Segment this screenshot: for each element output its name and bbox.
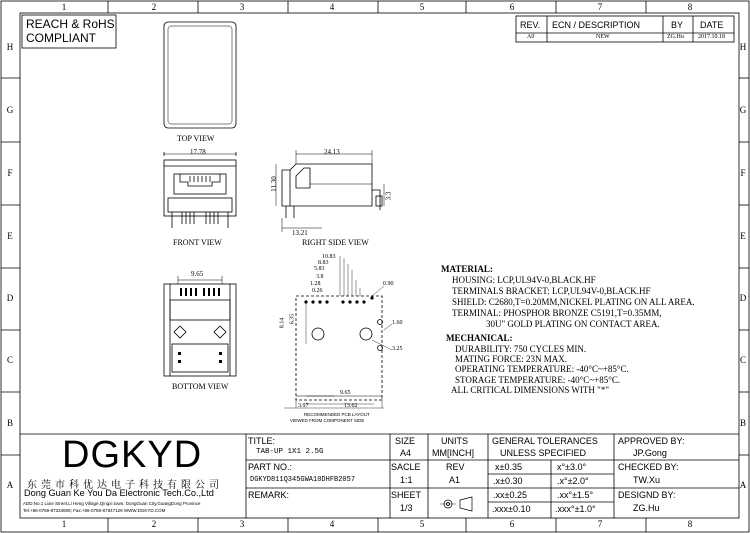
dim-pcb-left-b: 8.14 <box>279 317 286 329</box>
rev-value: A0 <box>527 34 535 40</box>
compliance-line-2: COMPLIANT <box>26 31 97 45</box>
dim-pcb-top-4: 3.8 <box>316 274 324 280</box>
company-logo: DGKYD <box>62 434 203 476</box>
designed-by-label: DESIGND BY: <box>618 490 676 500</box>
tolerance-header-2: UNLESS SPECIFIED <box>500 448 587 458</box>
approved-by-value: JP.Gong <box>633 448 667 458</box>
dim-side-length: 24.13 <box>324 148 340 156</box>
dim-front-width: 17.78 <box>190 148 206 156</box>
material-title: MATERIAL: <box>441 264 493 274</box>
pcb-layout-drawing <box>284 256 392 408</box>
tolerance-linear-1: .x±0.30 <box>493 476 523 486</box>
bottom-view-pins <box>178 288 222 363</box>
checked-by-label: CHECKED BY: <box>618 462 679 472</box>
size-label: SIZE <box>395 436 416 446</box>
dim-pcb-mount-dia: 3.25 <box>392 346 403 352</box>
zone-col-8-bottom: 8 <box>687 519 693 529</box>
mechanical-line-mating: MATING FORCE: 23N MAX. <box>455 354 568 364</box>
zone-col-2-top: 2 <box>151 2 157 12</box>
mechanical-line-critical: ALL CRITICAL DIMENSIONS WITH "*" <box>451 385 610 395</box>
material-line-plating: 30U" GOLD PLATING ON CONTACT AREA. <box>486 319 660 329</box>
tolerance-linear-0: x±0.35 <box>495 462 522 472</box>
units-label: UNITS <box>441 436 468 446</box>
top-view-drawing <box>164 22 236 128</box>
material-line-shield: SHIELD: C2680,T=0.20MM,NICKEL PLATING ON ALL AREA. <box>452 297 695 307</box>
zone-row-b-left: B <box>6 418 13 428</box>
zone-row-c-right: C <box>739 355 746 365</box>
compliance-line-1: REACH & RoHS <box>26 17 115 31</box>
material-line-housing: HOUSING: LCP,UL94V-0,BLACK.HF <box>452 275 596 285</box>
approved-by-label: APPROVED BY: <box>618 436 685 446</box>
top-view-label: TOP VIEW <box>177 134 215 143</box>
zone-row-a-right: A <box>739 480 747 490</box>
company-contact: Tel:+86-0769-87334808; Fax:+86-0769-87847129 WWW.DGKYD.COM <box>23 508 166 513</box>
by-header: BY <box>671 20 684 30</box>
scale-value: 1:1 <box>400 475 413 485</box>
size-value: A4 <box>400 448 412 458</box>
rev-value-title: A1 <box>449 475 461 485</box>
dim-pcb-top-2: 8.83 <box>318 260 329 266</box>
dim-pcb-top-3: 5.83 <box>314 266 325 272</box>
zone-col-3-top: 3 <box>239 2 245 12</box>
dim-side-height: 11.30 <box>269 176 278 192</box>
right-side-view-drawing <box>276 150 384 232</box>
mechanical-title: MECHANICAL: <box>446 333 513 343</box>
zone-row-g-right: G <box>739 105 747 115</box>
units-value: MM[INCH] <box>432 448 474 458</box>
dim-pcb-left-a: 6.35 <box>289 313 296 325</box>
zone-col-6-top: 6 <box>509 2 515 12</box>
scale-label: SACLE <box>391 462 421 472</box>
dim-pcb-pin-dia: 0.90 <box>383 281 394 287</box>
dim-pcb-bottom-width: 9.65 <box>340 390 351 396</box>
bottom-view-drawing <box>164 276 236 376</box>
mechanical-line-storage: STORAGE TEMPERATURE: -40°C~+85°C. <box>455 375 621 385</box>
front-view-label: FRONT VIEW <box>173 238 222 247</box>
zone-col-1-top: 1 <box>61 2 67 12</box>
by-value: ZG.Hu <box>667 34 684 40</box>
pcb-layout-label-1: RECOMMENDED PCB LAYOUT <box>304 412 370 417</box>
zone-row-d-right: D <box>739 293 747 303</box>
mechanical-line-durability: DURABILITY: 750 CYCLES MIN. <box>455 344 587 354</box>
zone-col-5-bottom: 5 <box>419 519 425 529</box>
mechanical-line-operating: OPERATING TEMPERATURE: -40°C~+85°C. <box>455 364 629 374</box>
part-no-value: DGKYD811Q345GWA10DHFB2057 <box>250 476 356 484</box>
zone-col-1-bottom: 1 <box>61 519 67 529</box>
company-name-cn: 东莞市科优达电子科技有限公司 <box>27 480 223 491</box>
dim-pcb-top-6: 0.26 <box>312 288 323 294</box>
checked-by-value: TW.Xu <box>633 475 661 485</box>
zone-row-e-left: E <box>7 231 13 241</box>
tolerance-linear-3: .xxx±0.10 <box>492 504 531 514</box>
dim-pcb-right-offset: 13.62 <box>344 403 358 409</box>
dim-pcb-peg-dia: 1.60 <box>392 320 403 326</box>
dim-side-tail: 3.3 <box>384 191 393 201</box>
zone-row-c-left: C <box>6 355 13 365</box>
date-header: DATE <box>700 20 724 30</box>
pcb-pin-holes <box>304 296 373 303</box>
zone-col-2-bottom: 2 <box>151 519 157 529</box>
zone-row-e-right: E <box>740 231 746 241</box>
zone-row-a-left: A <box>6 480 14 490</box>
part-no-label: PART NO.: <box>248 462 293 472</box>
sheet-value: 1/3 <box>400 503 413 513</box>
date-value: 2017.10.18 <box>698 34 725 40</box>
tolerance-linear-2: .xx±0.25 <box>493 490 527 500</box>
right-side-view-label: RIGHT SIDE VIEW <box>302 238 369 247</box>
tolerance-angular-0: x°±3.0° <box>557 462 587 472</box>
title-label: TITLE: <box>248 436 276 446</box>
tolerance-header-1: GENERAL TOLERANCES <box>492 436 598 446</box>
pcb-layout-label-2: VIEWED FROM COMPONENT SIDE <box>290 418 365 423</box>
dim-pcb-top-5: 1.28 <box>310 281 321 287</box>
zone-row-g-left: G <box>6 105 14 115</box>
material-line-bracket: TERMINALS BRACKET: LCP,UL94V-0,BLACK.HF <box>452 286 651 296</box>
company-name-en: Dong Guan Ke You Da Electronic Tech.Co.,Ltd <box>24 488 214 498</box>
remark-label: REMARK: <box>248 490 290 500</box>
ecn-value: NEW <box>596 34 610 40</box>
zone-row-b-right: B <box>739 418 746 428</box>
zone-col-3-bottom: 3 <box>239 519 245 529</box>
tolerance-angular-3: .xxx°±1.0° <box>555 504 596 514</box>
zone-col-7-top: 7 <box>597 2 603 12</box>
rev-header: REV. <box>520 20 541 30</box>
projection-symbol <box>440 497 472 511</box>
dim-bottom-width: 9.65 <box>191 270 204 278</box>
front-view-drawing <box>164 152 236 228</box>
material-line-terminal: TERMINAL: PHOSPHOR BRONZE C5191,T=0.35MM, <box>452 308 662 318</box>
dim-pcb-left-offset: 3.97 <box>298 403 309 409</box>
sheet-label: SHEET <box>391 490 422 500</box>
rev-label: REV <box>446 462 465 472</box>
zone-col-7-bottom: 7 <box>597 519 603 529</box>
zone-col-6-bottom: 6 <box>509 519 515 529</box>
dim-pcb-top-1: 10.83 <box>322 254 336 260</box>
ecn-header: ECN / DESCRIPTION <box>552 20 641 30</box>
zone-row-f-left: F <box>7 168 13 178</box>
bottom-view-label: BOTTOM VIEW <box>172 382 229 391</box>
zone-row-h-left: H <box>6 42 14 52</box>
tolerance-angular-2: .xx°±1.5° <box>557 490 594 500</box>
zone-row-h-right: H <box>739 42 747 52</box>
company-address: ADD:No.1 Lixie Street,Li Heng Village,Qingxi town, DongGuan City,GuangDong Province <box>23 501 201 506</box>
zone-row-f-right: F <box>740 168 746 178</box>
zone-col-5-top: 5 <box>419 2 425 12</box>
zone-col-4-top: 4 <box>329 2 335 12</box>
zone-col-8-top: 8 <box>687 2 693 12</box>
designed-by-value: ZG.Hu <box>633 503 660 513</box>
title-value: TAB-UP 1X1 2.5G <box>256 448 324 456</box>
tolerance-angular-1: .x°±2.0° <box>557 476 589 486</box>
dim-side-bottom: 13.21 <box>292 229 308 237</box>
zone-row-d-left: D <box>6 293 14 303</box>
zone-col-4-bottom: 4 <box>329 519 335 529</box>
